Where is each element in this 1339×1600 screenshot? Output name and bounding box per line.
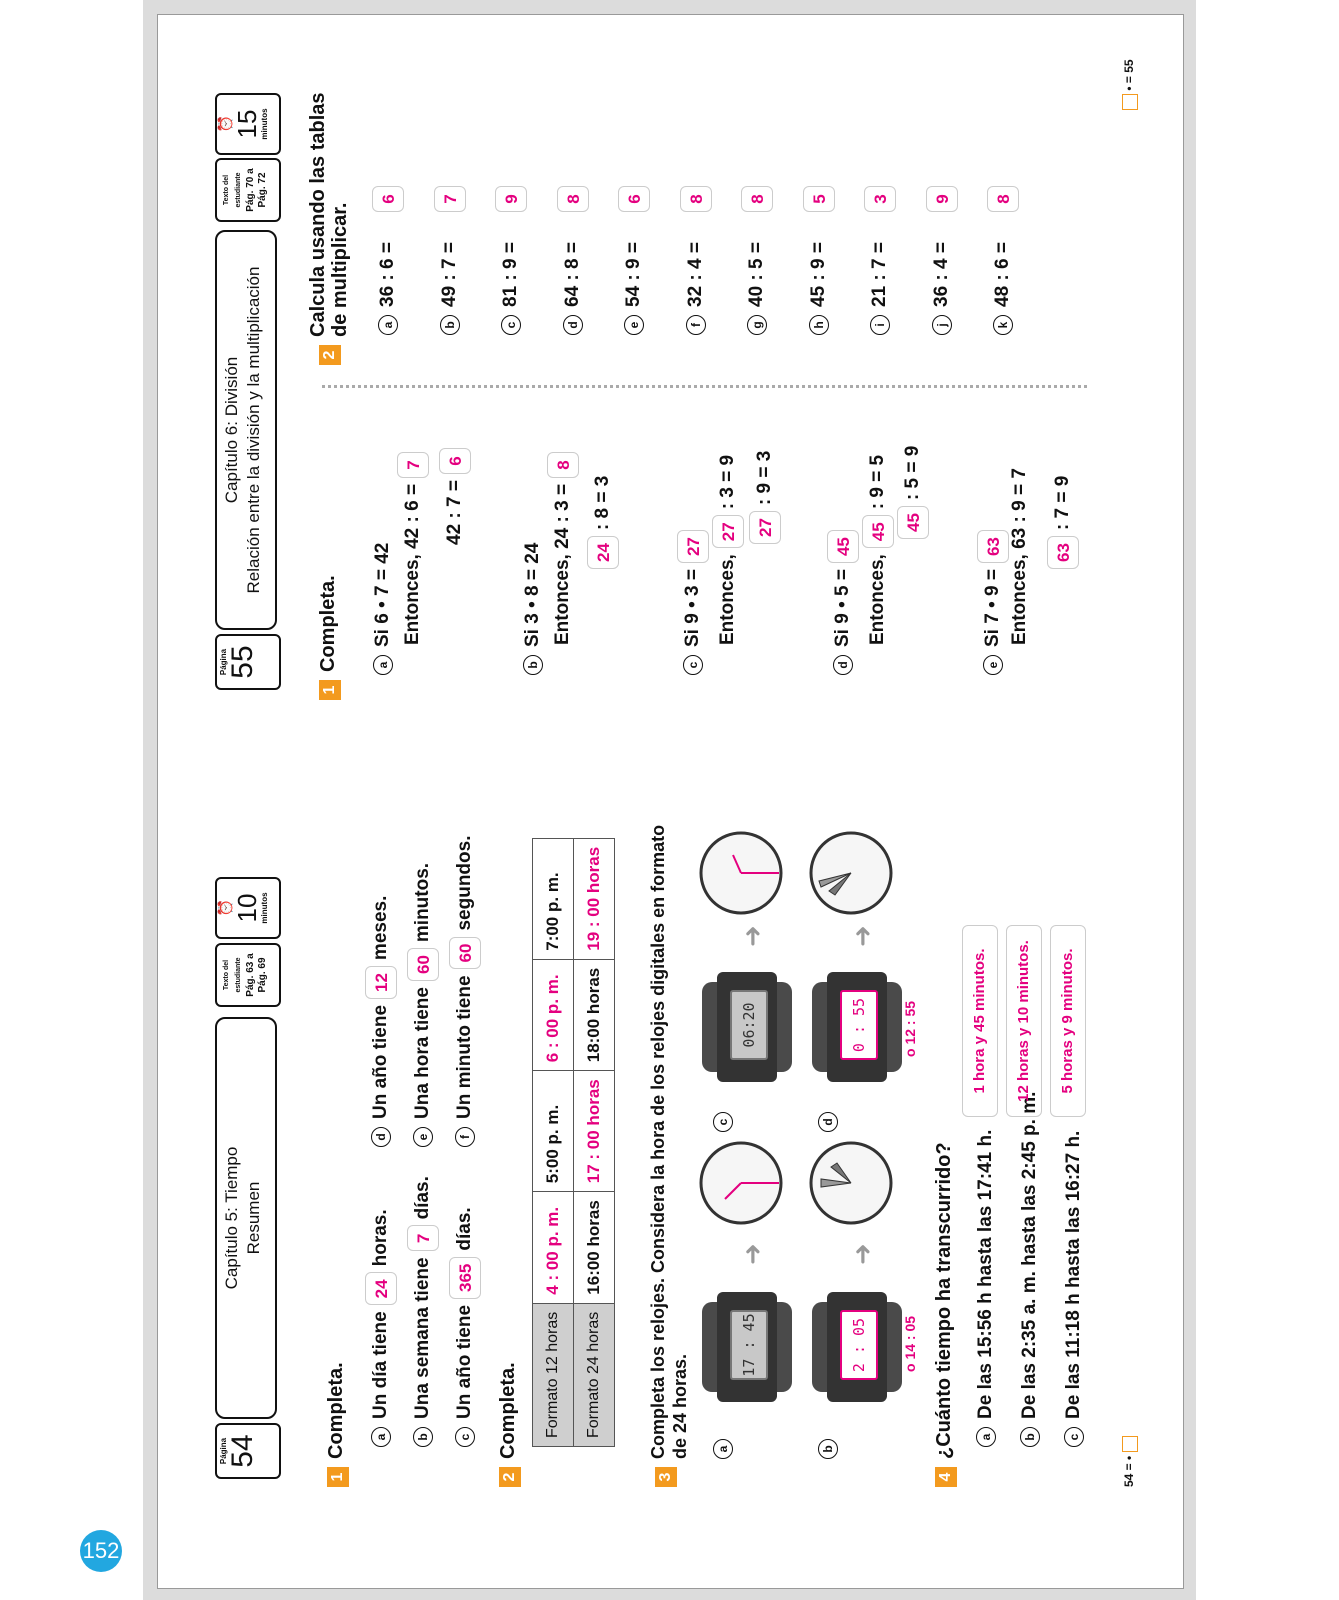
q2-item: b49 : 7 =7 (434, 35, 496, 335)
q2-item: c81 : 9 =9 (495, 35, 557, 335)
answer-box[interactable]: 8 (680, 186, 712, 212)
answer-box[interactable]: 5 horas y 9 minutos. (1050, 925, 1086, 1117)
page-number-box: Página 54 (215, 1423, 281, 1479)
analog-clock (807, 1139, 895, 1227)
question-2-title: Calcula usando las tablas de multiplicar. (307, 92, 351, 337)
page-footer: 54 = • (1122, 1436, 1138, 1487)
digital-watch: 0 : 55 (812, 972, 902, 1082)
time-format-table (532, 838, 615, 1447)
q1-item-e: eUna hora tiene60minutos. (407, 863, 439, 1147)
q1-item-c: cSi 9 • 3 =27 (677, 524, 709, 675)
q2-item: a36 : 6 =6 (372, 35, 434, 335)
page-number-badge: 152 (80, 1530, 122, 1572)
q4-item-a: aDe las 15:56 h hasta las 17:41 h. (975, 1130, 997, 1447)
question-2-number: 2 (499, 1467, 521, 1487)
table-row: Formato 24 horas 16:00 horas 17 : 00 horas 18:00 horas 19 : 00 horas (574, 838, 615, 1446)
analog-clock (807, 829, 895, 917)
q1-d-line3: 45: 5 = 9 (897, 446, 929, 545)
answer-box[interactable]: 365 (449, 1257, 481, 1299)
q1-b-line3: 24: 8 = 3 (587, 476, 619, 575)
q1-c-line3: 27: 9 = 3 (749, 451, 781, 550)
q3-d-note: o 12 : 55 (902, 1000, 918, 1057)
answer-box[interactable]: 3 (864, 186, 896, 212)
page-54 (157, 800, 1182, 1587)
digital-watch: 2 : 05 (812, 1292, 902, 1402)
answer-box[interactable]: 7 (434, 186, 466, 212)
question-3-number: 3 (655, 1467, 677, 1487)
digital-watch: 06:20 (702, 972, 792, 1082)
answer-box[interactable]: 27 (749, 511, 781, 544)
answer-box[interactable]: 45 (897, 506, 929, 539)
alarm-clock-icon: ⏰ (217, 115, 233, 133)
q1-item-d: dUn año tiene12meses. (365, 896, 397, 1147)
question-4-title: ¿Cuánto tiempo ha transcurrido? (933, 1142, 955, 1459)
q4-item-c: cDe las 11:18 h hasta las 16:27 h. (1063, 1131, 1085, 1447)
answer-box[interactable]: 12 (365, 966, 397, 999)
q2-list (372, 35, 1049, 335)
timer-box: ⏰ 10 minutos (215, 877, 281, 939)
q2-item: f32 : 4 =8 (680, 35, 742, 335)
q2-item: j36 : 4 =9 (926, 35, 988, 335)
answer-box[interactable]: 9 (926, 186, 958, 212)
alarm-clock-icon: ⏰ (217, 899, 233, 917)
answer-box[interactable]: 60 (407, 948, 439, 981)
q2-item: i21 : 7 =3 (864, 35, 926, 335)
answer-box[interactable]: 24 (365, 1272, 397, 1305)
question-1-title: Completa. (325, 1362, 347, 1459)
question-3-title: Completa los relojes. Considera la hora de los relojes digitales en formato de 24 horas. (648, 824, 690, 1459)
answer-box[interactable]: 8 (987, 186, 1019, 212)
table-row: Formato 12 horas 4 : 00 p. m. 5:00 p. m. 6 : 00 p. m. 7:00 p. m. (533, 838, 574, 1446)
q1-item-f: fUn minuto tiene60segundos. (449, 836, 481, 1148)
q1-item-c: cUn año tiene365días. (449, 1207, 481, 1447)
q1-e-line2: Entonces, 63 : 9 = 7 (1009, 468, 1030, 645)
page-number-box: Página 55 (215, 634, 281, 690)
page-footer: • = 55 (1122, 59, 1138, 110)
answer-box[interactable]: 63 (977, 530, 1009, 563)
table-header-24h: Formato 24 horas (574, 1303, 615, 1446)
answer-box[interactable]: 1 hora y 45 minutos. (962, 925, 998, 1117)
q3-b-note: o 14 : 05 (902, 1315, 918, 1372)
answer-box[interactable]: 7 (397, 452, 429, 478)
answer-box[interactable]: 6 (618, 186, 650, 212)
q1-c-line2: Entonces,27: 3 = 9 (712, 455, 744, 645)
timer-box: ⏰ 15 minutos (215, 93, 281, 155)
digital-watch: 17 : 45 (702, 1292, 792, 1402)
q1-item-d: dSi 9 • 5 =45 (827, 524, 859, 675)
chapter-title-box: Capítulo 6: División Relación entre la división y la multiplicación (215, 230, 277, 630)
answer-box[interactable]: 8 (547, 452, 579, 478)
arrow-right-icon: ➜ (737, 1243, 767, 1265)
analog-clock[interactable] (697, 829, 785, 917)
answer-box[interactable]: 24 (587, 536, 619, 569)
answer-box[interactable]: 63 (1047, 536, 1079, 569)
question-1-title: Completa. (317, 575, 339, 672)
column-divider (322, 385, 1087, 388)
analog-clock[interactable] (697, 1139, 785, 1227)
question-4-number: 4 (935, 1467, 957, 1487)
answer-box[interactable]: 27 (712, 515, 744, 548)
q1-a-line2: Entonces, 42 : 6 =7 (397, 446, 429, 645)
answer-box[interactable]: 45 (827, 530, 859, 563)
question-2-title: Completa. (497, 1362, 519, 1459)
q4-item-b: bDe las 2:35 a. m. hasta las 2:45 p. m. (1019, 1092, 1041, 1447)
q2-item: k48 : 6 =8 (987, 35, 1049, 335)
q1-a-line3: 42 : 7 =6 (439, 442, 471, 545)
answer-box[interactable]: 45 (862, 515, 894, 548)
answer-box[interactable]: 8 (557, 186, 589, 212)
answer-box[interactable]: 8 (741, 186, 773, 212)
q2-item: d64 : 8 =8 (557, 35, 619, 335)
q2-item: e54 : 9 =6 (618, 35, 680, 335)
arrow-right-icon: ➜ (847, 925, 877, 947)
answer-box[interactable]: 9 (495, 186, 527, 212)
q1-item-b: bUna semana tiene7días. (407, 1176, 439, 1447)
answer-box[interactable]: 60 (449, 937, 481, 970)
answer-box[interactable]: 6 (372, 186, 404, 212)
question-1-number: 1 (327, 1467, 349, 1487)
answer-box[interactable]: 6 (439, 448, 471, 474)
answer-box[interactable]: 12 horas y 10 minutos. (1006, 925, 1042, 1117)
q3-label-a: a (712, 1431, 734, 1459)
answer-box[interactable]: 27 (677, 530, 709, 563)
arrow-right-icon: ➜ (737, 925, 767, 947)
q2-item: g40 : 5 =8 (741, 35, 803, 335)
q1-e-line3: 63: 7 = 9 (1047, 476, 1079, 575)
question-1-number: 1 (319, 680, 341, 700)
chapter-title-box: Capítulo 5: Tiempo Resumen (215, 1017, 277, 1419)
q2-item: h45 : 9 =5 (803, 35, 865, 335)
answer-box[interactable]: 7 (407, 1225, 439, 1251)
arrow-right-icon: ➜ (847, 1243, 877, 1265)
question-2-number: 2 (319, 345, 341, 365)
q3-label-d: d (817, 1104, 839, 1132)
book-reference-box: Texto del estudiante Pág. 63 a Pág. 69 (215, 943, 281, 1007)
q1-item-e: eSi 7 • 9 =63 (977, 524, 1009, 675)
page-55 (157, 15, 1182, 800)
q1-b-line2: Entonces, 24 : 3 =8 (547, 446, 579, 645)
q1-item-a: aSi 6 • 7 = 42 (372, 543, 394, 675)
q3-label-b: b (817, 1431, 839, 1459)
book-reference-box: Texto del estudiante Pág. 70 a Pág. 72 (215, 158, 281, 222)
q1-item-a: aUn día tiene24horas. (365, 1209, 397, 1447)
q3-label-c: c (712, 1104, 734, 1132)
table-header-12h: Formato 12 horas (533, 1303, 574, 1446)
answer-box[interactable]: 5 (803, 186, 835, 212)
q1-d-line2: Entonces,45: 9 = 5 (862, 455, 894, 645)
q1-item-b: bSi 3 • 8 = 24 (522, 543, 544, 675)
